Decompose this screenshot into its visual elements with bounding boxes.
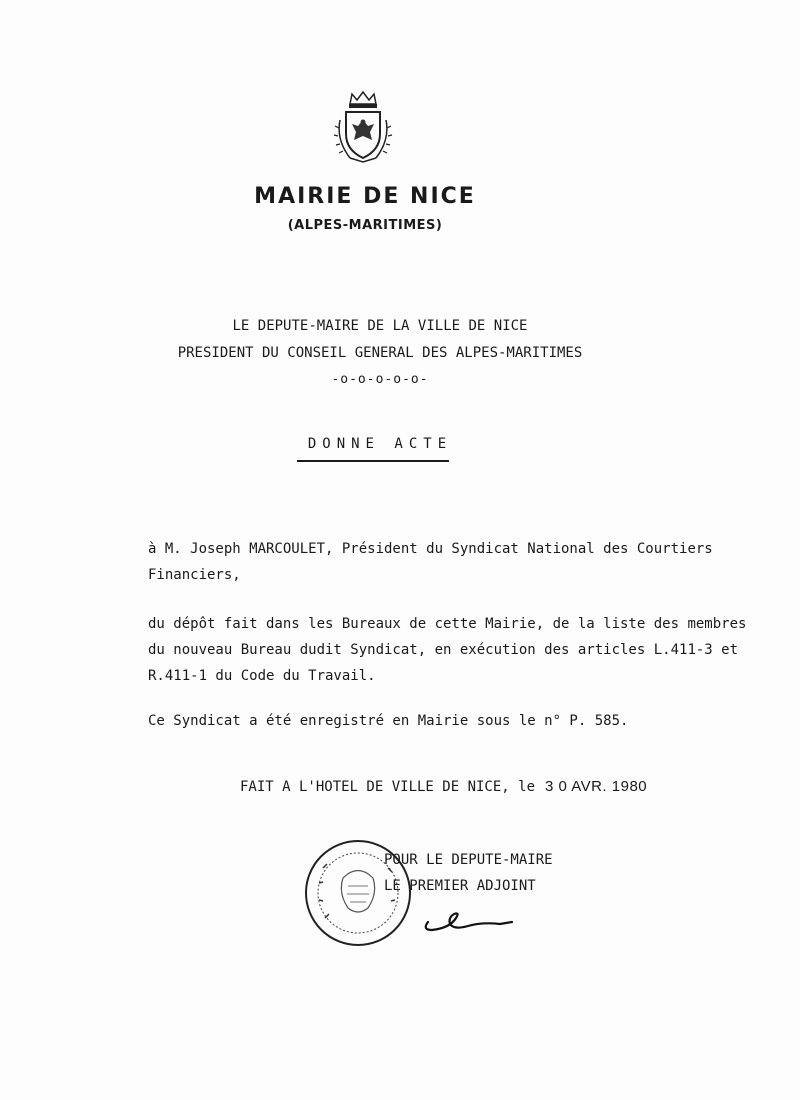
city-hall-title: MAIRIE DE NICE	[254, 184, 476, 209]
handwritten-signature-icon	[420, 900, 520, 940]
body-paragraph-3: Ce Syndicat a été enregistré en Mairie sous le n° P. 585.	[148, 713, 629, 729]
signature-title-line-1: POUR LE DEPUTE-MAIRE	[384, 852, 553, 868]
coat-of-arms-icon	[330, 90, 396, 166]
closing-place: FAIT A L'HOTEL DE VILLE DE NICE, le	[240, 779, 536, 795]
signature-title-line-2: LE PREMIER ADJOINT	[384, 878, 536, 894]
body-paragraph-2: du dépôt fait dans les Bureaux de cette Mairie, de la liste des membres du nouveau Bureau dudit Syndicat, en exécution des articles L.411-3 et R.411-1 du Code du Travail.	[148, 616, 747, 684]
authority-line-2: PRESIDENT DU CONSEIL GENERAL DES ALPES-MARITIMES	[177, 345, 583, 361]
closing-line	[240, 778, 647, 795]
body-paragraph-1: à M. Joseph MARCOULET, Président du Syndicat National des Courtiers Financiers,	[148, 541, 713, 583]
department-subtitle: (ALPES-MARITIMES)	[287, 218, 443, 233]
date-stamp: 3 0 AVR. 1980	[545, 778, 648, 795]
act-title-underline	[297, 460, 449, 462]
ornament-divider: -o-o-o-o-o-	[331, 372, 429, 387]
authority-line-1: LE DEPUTE-MAIRE DE LA VILLE DE NICE	[232, 318, 528, 334]
act-title: DONNE ACTE	[307, 436, 453, 452]
